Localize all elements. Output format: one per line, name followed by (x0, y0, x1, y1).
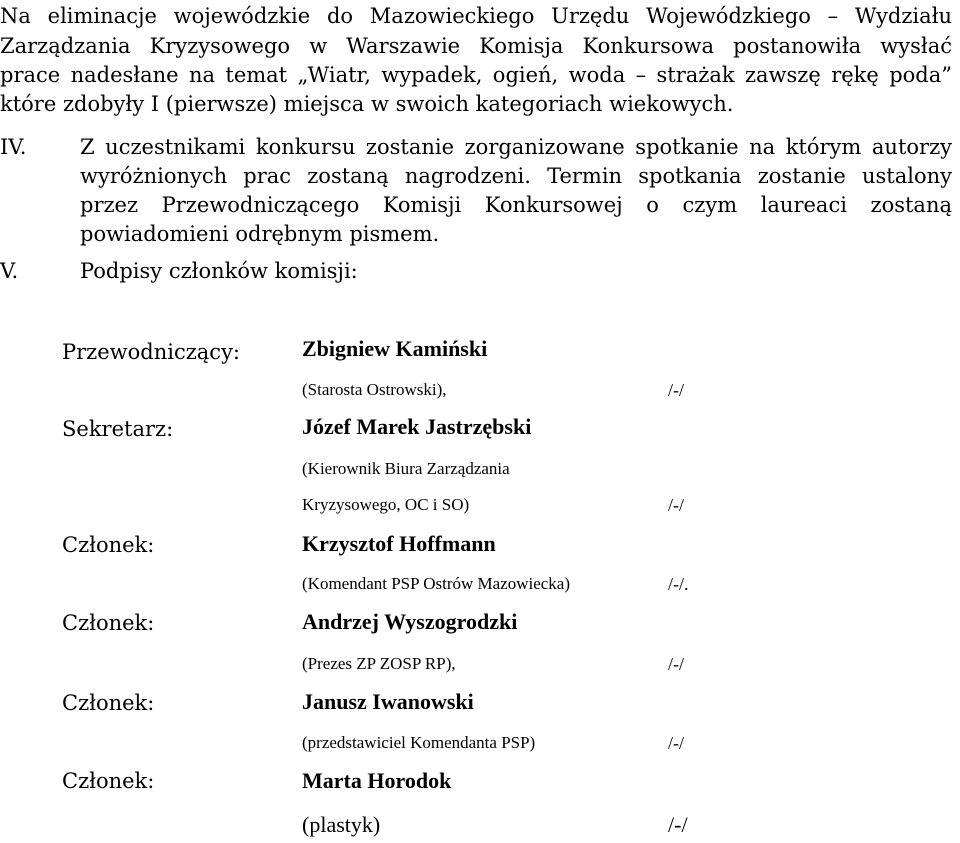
member-name: Janusz Iwanowski (302, 689, 474, 714)
member-name: Marta Horodok (302, 768, 452, 793)
member-role: (plastyk) (302, 812, 381, 837)
member-label: Przewodniczący: (62, 340, 241, 364)
section-v-title: Podpisy członków komisji: (80, 259, 358, 283)
member-signature: /-/ (668, 495, 684, 515)
member-label: Członek: (62, 533, 155, 557)
member-role: (przedstawiciel Komendanta PSP) (302, 733, 536, 752)
member-name: Andrzej Wyszogrodzki (302, 609, 518, 634)
intro-line: Zarządzania Kryzysowego w Warszawie Komisja Konkursowa postanowiła wysłać (0, 34, 952, 58)
member-role: (Starosta Ostrowski), (302, 380, 447, 399)
member-label: Członek: (62, 611, 155, 635)
member-role: (Kierownik Biura Zarządzania (302, 459, 510, 478)
section-iv-line: przez Przewodniczącego Komisji Konkursowej o czym laureaci zostaną (80, 193, 952, 217)
member-name: Zbigniew Kamiński (302, 336, 488, 361)
member-signature: /-/ (668, 654, 684, 674)
member-role: (Komendant PSP Ostrów Mazowiecka) (302, 574, 571, 593)
section-number-v: V. (0, 259, 19, 283)
member-role: (Prezes ZP ZOSP RP), (302, 654, 456, 673)
member-signature: /-/ (668, 380, 684, 400)
section-iv-line: powiadomieni odrębnym pismem. (80, 222, 440, 246)
member-signature: /-/ (668, 812, 688, 837)
section-number-iv: IV. (0, 135, 27, 159)
member-label: Członek: (62, 691, 155, 715)
member-name: Józef Marek Jastrzębski (302, 414, 532, 439)
intro-line: prace nadesłane na temat „Wiatr, wypadek, ogień, woda – strażak zawszę rękę poda” (0, 63, 952, 87)
intro-line: które zdobyły I (pierwsze) miejsca w swoich kategoriach wiekowych. (0, 92, 734, 116)
member-role: Kryzysowego, OC i SO) (302, 495, 470, 514)
member-signature: /-/. (668, 574, 689, 594)
member-label: Członek: (62, 769, 155, 793)
member-signature: /-/ (668, 733, 684, 753)
member-name: Krzysztof Hoffmann (302, 531, 496, 556)
section-iv-line: Z uczestnikami konkursu zostanie zorganizowane spotkanie na którym autorzy (80, 135, 952, 159)
member-label: Sekretarz: (62, 417, 174, 441)
intro-line: Na eliminacje wojewódzkie do Mazowieckiego Urzędu Wojewódzkiego – Wydziału (0, 4, 952, 28)
section-iv-line: wyróżnionych prac zostaną nagrodzeni. Termin spotkania zostanie ustalony (80, 164, 952, 188)
